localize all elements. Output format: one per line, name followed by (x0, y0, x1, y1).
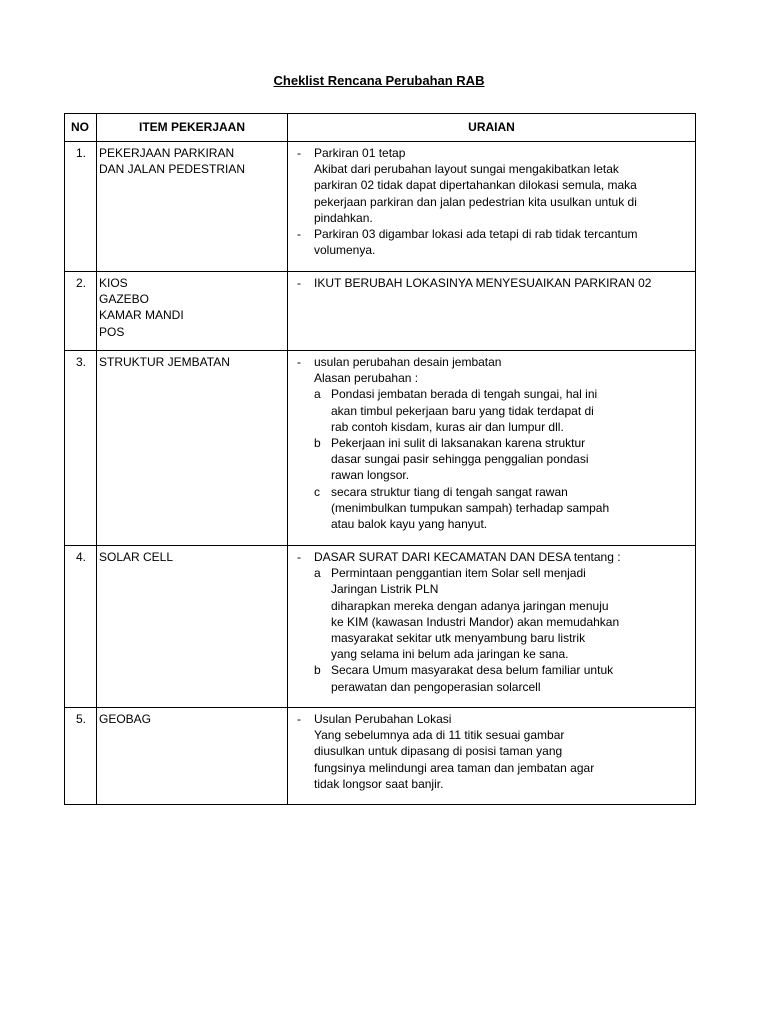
bullet-dash: - (297, 276, 301, 290)
header-uraian: URAIAN (288, 114, 696, 142)
checklist-table (64, 113, 696, 805)
row-number: 5. (65, 708, 97, 805)
uraian-text: diusulkan untuk dipasang di posisi taman yang (314, 744, 563, 759)
uraian-line (297, 743, 691, 759)
item-pekerjaan-cell (97, 708, 288, 805)
uraian-line (297, 727, 691, 743)
uraian-cell (288, 708, 696, 805)
item-pekerjaan-line: PEKERJAAN PARKIRAN (99, 146, 235, 160)
uraian-cell (288, 272, 696, 351)
uraian-text: pindahkan. (314, 210, 373, 225)
row-number: 1. (65, 142, 97, 272)
uraian-text: pekerjaan parkiran dan jalan pedestrian kita usulkan untuk di (314, 194, 637, 209)
header-item-pekerjaan: ITEM PEKERJAAN (97, 114, 288, 142)
uraian-line (297, 242, 691, 258)
uraian-text: usulan perubahan desain jembatan (314, 355, 502, 369)
uraian-text: tidak longsor saat banjir. (314, 776, 444, 791)
uraian-text: IKUT BERUBAH LOKASINYA MENYESUAIKAN PARKIRAN 02 (314, 276, 652, 290)
uraian-line (297, 210, 691, 226)
uraian-text: Usulan Perubahan Lokasi (314, 712, 452, 726)
uraian-text: Parkiran 03 digambar lokasi ada tetapi di rab tidak tercantum (314, 227, 638, 242)
uraian-line (297, 500, 691, 516)
uraian-text: fungsinya melindungi area taman dan jembatan agar (314, 760, 595, 775)
uraian-text: Akibat dari perubahan layout sungai mengakibatkan letak (314, 162, 619, 177)
item-pekerjaan-cell (97, 142, 288, 272)
item-pekerjaan-cell (97, 546, 288, 708)
uraian-text: Pondasi jembatan berada di tengah sungai, hal ini (331, 387, 598, 402)
uraian-text: volumenya. (314, 243, 376, 258)
header-no: NO (65, 114, 97, 142)
uraian-text: Jaringan Listrik PLN (331, 582, 439, 597)
table-row (65, 546, 696, 708)
uraian-text: dasar sungai pasir sehingga penggalian pondasi (331, 452, 589, 467)
uraian-text: atau balok kayu yang hanyut. (331, 517, 488, 532)
bullet-dash: - (297, 146, 301, 160)
uraian-text: ke KIM (kawasan Industri Mandor) akan memudahkan (331, 614, 620, 629)
item-pekerjaan-line: GEOBAG (99, 712, 152, 726)
uraian-text: Parkiran 01 tetap (314, 146, 406, 160)
bullet-dash: - (297, 227, 301, 242)
item-pekerjaan-line: STRUKTUR JEMBATAN (99, 355, 230, 369)
bullet-dash: - (297, 712, 301, 726)
uraian-line (297, 711, 691, 727)
uraian-text: rawan longsor. (331, 468, 410, 483)
table-row (65, 272, 696, 351)
uraian-text: parkiran 02 tidak dapat dipertahankan dilokasi semula, maka (314, 178, 637, 193)
uraian-line (297, 630, 691, 646)
item-pekerjaan-cell (97, 272, 288, 351)
uraian-line (297, 177, 691, 193)
uraian-text: secara struktur tiang di tengah sangat rawan (331, 484, 568, 499)
item-pekerjaan-line: POS (99, 324, 125, 339)
row-number: 2. (65, 272, 97, 351)
uraian-line (297, 776, 691, 792)
bullet-dash: - (297, 550, 301, 564)
table-row (65, 708, 696, 805)
row-number: 4. (65, 546, 97, 708)
uraian-line (297, 662, 691, 678)
uraian-line (297, 226, 691, 242)
uraian-text: DASAR SURAT DARI KECAMATAN DAN DESA tentang : (314, 550, 621, 564)
uraian-line (297, 419, 691, 435)
uraian-line (297, 565, 691, 581)
sub-item-letter: b (314, 436, 321, 451)
uraian-line (297, 679, 691, 695)
table-row (65, 142, 696, 272)
uraian-cell (288, 351, 696, 546)
uraian-text: akan timbul pekerjaan baru yang tidak terdapat di (331, 403, 594, 418)
uraian-line (297, 467, 691, 483)
uraian-line (297, 194, 691, 210)
uraian-line (297, 484, 691, 500)
document-title: Cheklist Rencana Perubahan RAB (273, 73, 485, 88)
uraian-text: diharapkan mereka dengan adanya jaringan menuju (331, 598, 609, 613)
item-pekerjaan-line: KIOS (99, 276, 128, 290)
item-pekerjaan-line: GAZEBO (99, 292, 150, 307)
uraian-text: Permintaan penggantian item Solar sell menjadi (331, 566, 586, 581)
uraian-cell (288, 142, 696, 272)
uraian-text: Secara Umum masyarakat desa belum familiar untuk (331, 663, 614, 678)
uraian-line (297, 760, 691, 776)
uraian-line (297, 386, 691, 402)
uraian-line (297, 516, 691, 532)
uraian-line (297, 451, 691, 467)
uraian-line (297, 161, 691, 177)
uraian-text: Pekerjaan ini sulit di laksanakan karena struktur (331, 436, 586, 451)
item-pekerjaan-cell (97, 351, 288, 546)
sub-item-letter: a (314, 387, 321, 402)
uraian-text: Yang sebelumnya ada di 11 titik sesuai gambar (314, 728, 565, 743)
sub-item-letter: c (314, 484, 320, 499)
uraian-line (297, 403, 691, 419)
uraian-line (297, 581, 691, 597)
table-header-row (65, 114, 696, 142)
uraian-line (297, 646, 691, 662)
uraian-line (297, 354, 691, 370)
uraian-cell (288, 546, 696, 708)
item-pekerjaan-line: DAN JALAN PEDESTRIAN (99, 162, 246, 177)
item-pekerjaan-line: KAMAR MANDI (99, 308, 184, 323)
uraian-text: perawatan dan pengoperasian solarcell (331, 679, 541, 694)
uraian-text: (menimbulkan tumpukan sampah) terhadap sampah (331, 500, 610, 515)
row-number: 3. (65, 351, 97, 546)
sub-item-letter: a (314, 566, 321, 581)
uraian-line (297, 435, 691, 451)
sub-item-letter: b (314, 663, 321, 678)
item-pekerjaan-line: SOLAR CELL (99, 550, 174, 564)
uraian-text: masyarakat sekitar utk menyambung baru listrik (331, 631, 586, 646)
uraian-text: yang selama ini belum ada jaringan ke sana. (331, 647, 569, 662)
bullet-dash: - (297, 355, 301, 369)
uraian-line (297, 598, 691, 614)
uraian-text: Alasan perubahan : (314, 371, 419, 386)
uraian-text: rab contoh kisdam, kuras air dan lumpur dll. (331, 419, 564, 434)
uraian-line (297, 145, 691, 161)
table-row (65, 351, 696, 546)
uraian-line (297, 614, 691, 630)
uraian-line (297, 275, 691, 291)
uraian-line (297, 370, 691, 386)
uraian-line (297, 549, 691, 565)
